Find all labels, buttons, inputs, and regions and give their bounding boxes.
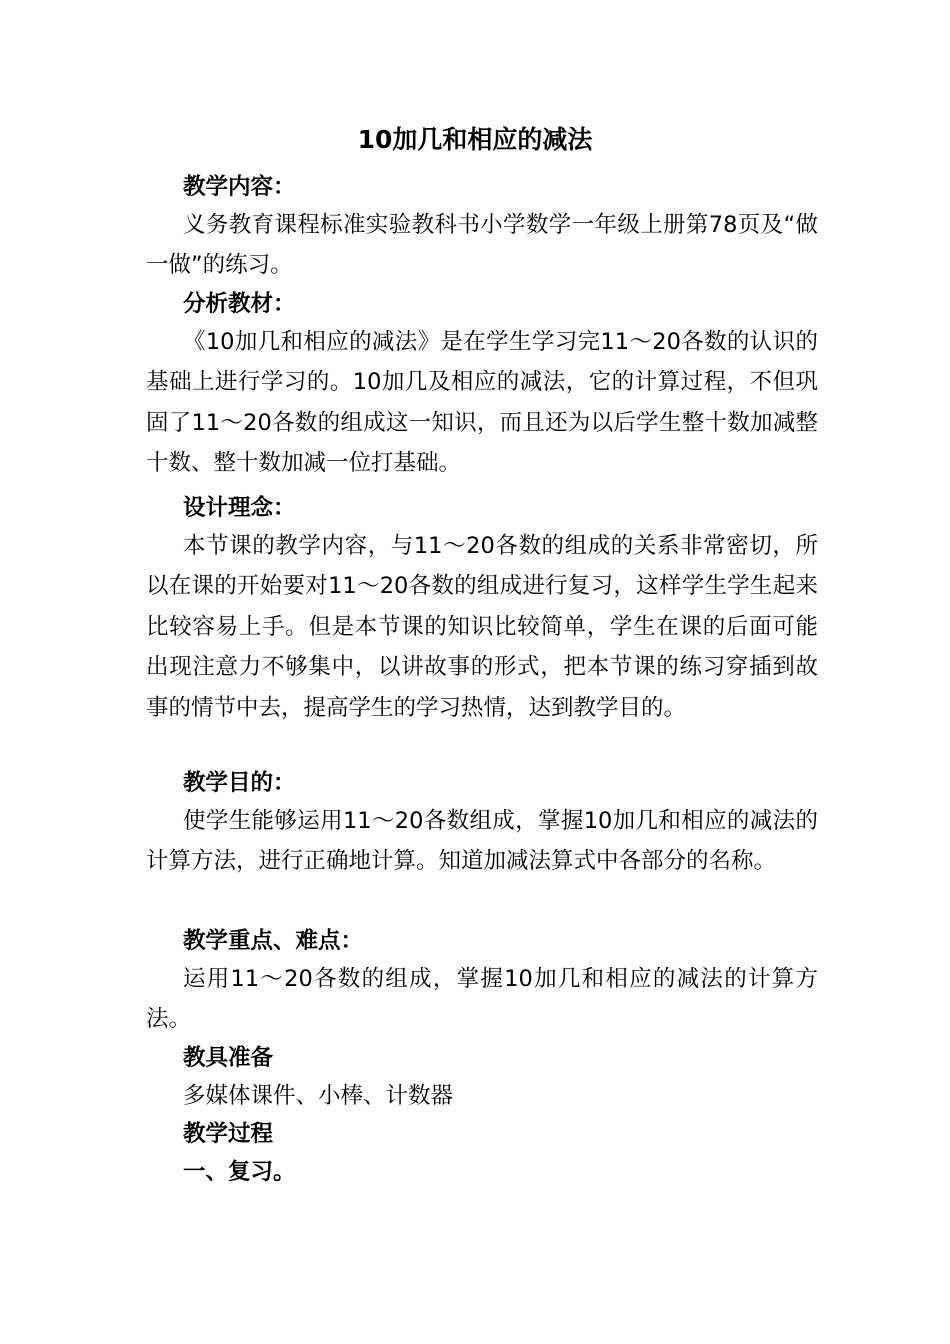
- paragraph-teaching-content: 义务教育课程标准实验教科书小学数学一年级上册第78页及“做一做”的练习。: [146, 212, 818, 279]
- heading-teaching-goal: 教学目的：: [183, 770, 296, 796]
- heading-material-analysis: 分析教材：: [183, 291, 296, 317]
- document-title: 10加几和相应的减法: [357, 125, 593, 154]
- paragraph-material-analysis: 《10加几和相应的减法》是在学生学习完11～20各数的认识的基础上进行学习的。10加几及相应的减法，它的计算过程，不但巩固了11～20各数的组成这一知识，而且还为以后学生整十数加减整十数、整十数加减一位打基础。: [146, 329, 818, 477]
- heading-key-points: 教学重点、难点：: [183, 928, 364, 954]
- heading-teaching-content: 教学内容：: [183, 174, 296, 200]
- paragraph-design-concept: 本节课的教学内容，与11～20各数的组成的关系非常密切，所以在课的开始要对11～20各数的组成进行复习，这样学生学生起来比较容易上手。但是本节课的知识比较简单，学生在课的后面可能出现注意力不够集中，以讲故事的形式，把本节课的练习穿插到故事的情节中去，提高学生的学习热情，达到教学目的。: [146, 533, 818, 721]
- heading-teaching-process: 教学过程: [183, 1121, 274, 1147]
- paragraph-key-points: 运用11～20各数的组成，掌握10加几和相应的减法的计算方法。: [146, 966, 818, 1033]
- heading-teaching-tools: 教具准备: [183, 1045, 274, 1071]
- heading-design-concept: 设计理念：: [183, 495, 296, 521]
- paragraph-teaching-tools: 多媒体课件、小棒、计数器: [183, 1083, 454, 1109]
- heading-review: 一、复习。: [183, 1159, 296, 1185]
- paragraph-teaching-goal: 使学生能够运用11～20各数组成，掌握10加几和相应的减法的计算方法，进行正确地计算。知道加减法算式中各部分的名称。: [146, 808, 818, 875]
